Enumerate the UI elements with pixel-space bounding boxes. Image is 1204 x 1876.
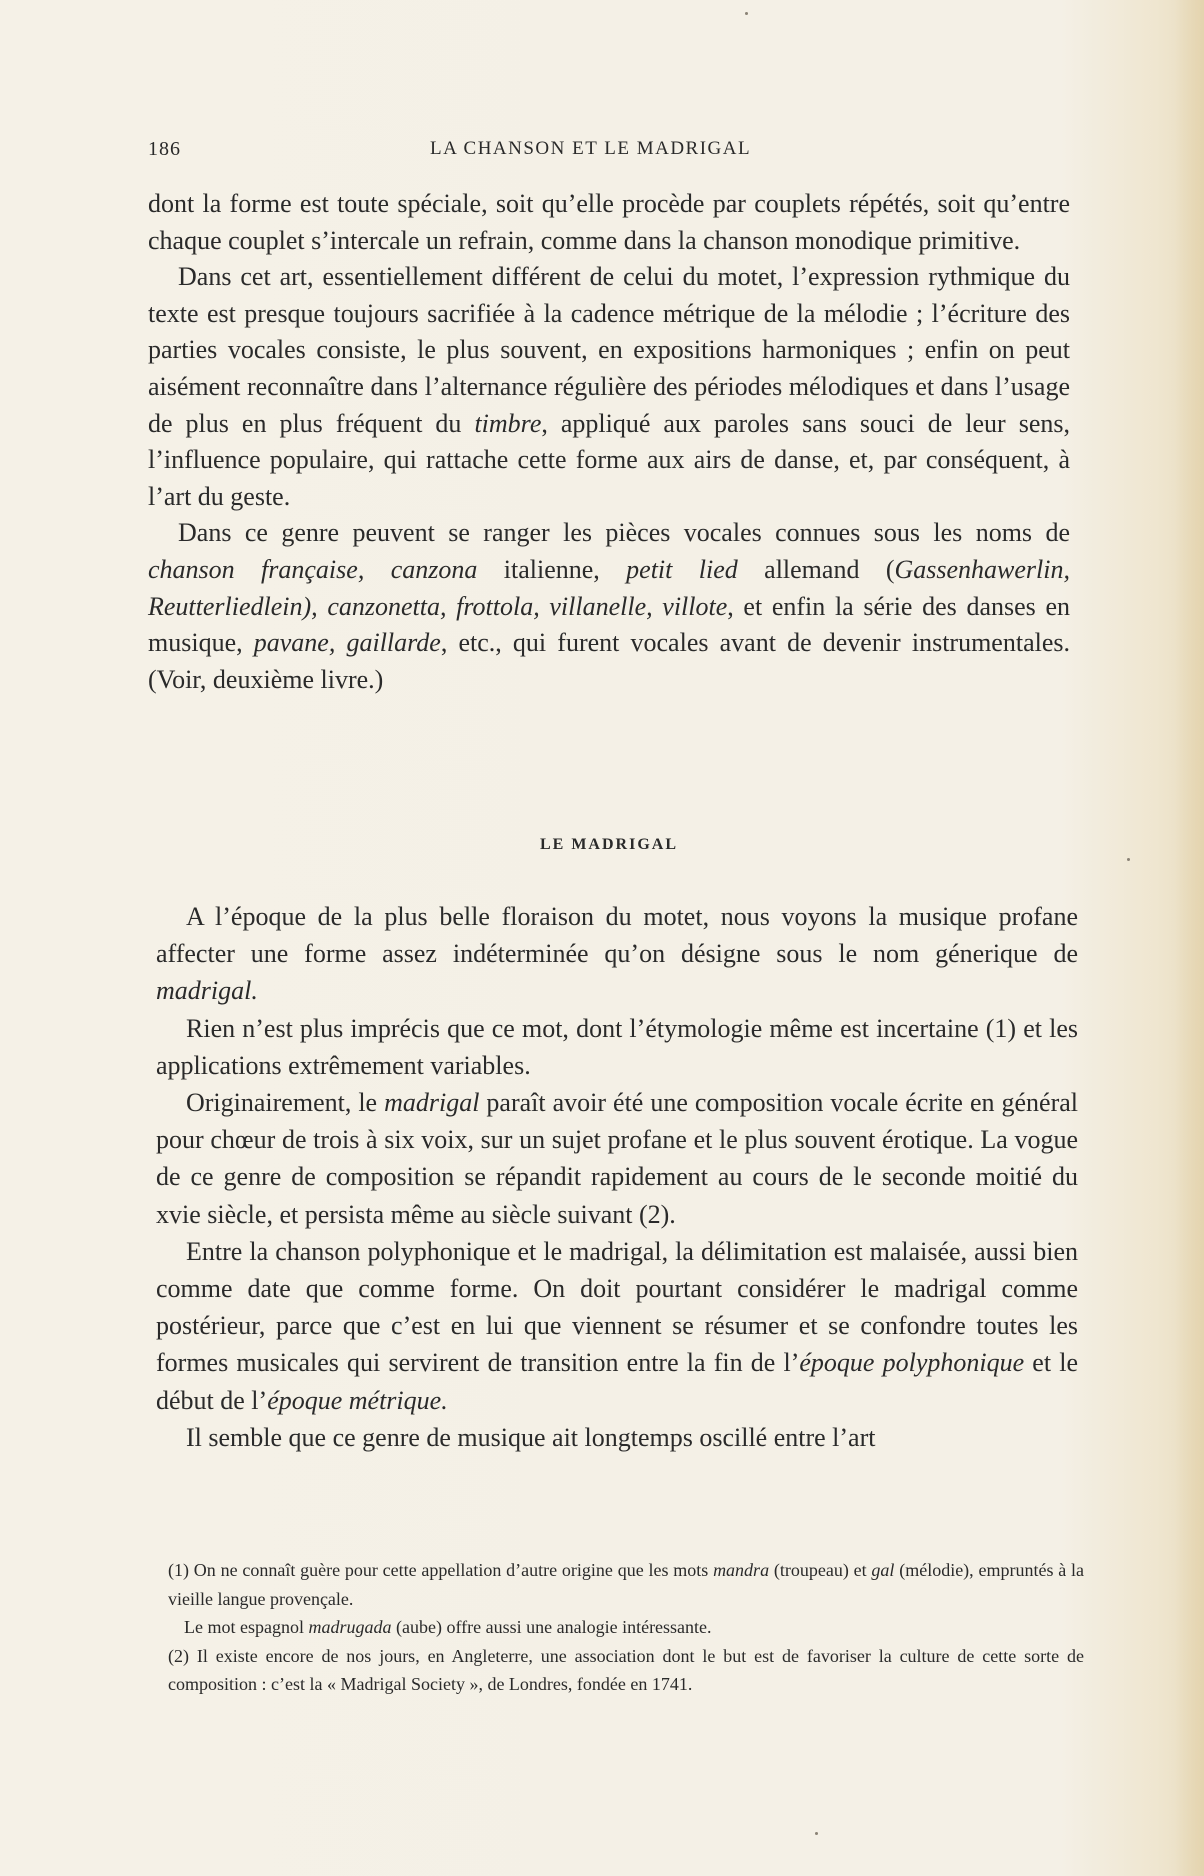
paragraph-text: et le début de l’ bbox=[156, 1348, 1078, 1415]
paragraph bbox=[148, 259, 1070, 515]
page-header bbox=[148, 138, 1082, 168]
italic-term: gal bbox=[871, 1560, 895, 1580]
footnote-2 bbox=[168, 1642, 1084, 1699]
italic-term: madrigal. bbox=[156, 976, 258, 1006]
paragraph-text: A l’époque de la plus belle floraison du motet, nous voyons la musique profane affecter une forme assez indéterminée qu’on désigne sous le nom génerique de bbox=[156, 902, 1078, 969]
madrigal-text-block bbox=[156, 898, 1078, 1456]
paragraph-text: Entre la chanson polyphonique et le madrigal, la délimitation est malaisée, aussi bien comme date que comme forme. On doit pourtant considérer le madrigal comme postérieur, parce que c’est en lui que viennent se résumer et se confondre toutes les formes musicales qui servirent de transition entre la fin de l’ bbox=[156, 1236, 1078, 1378]
italic-term: chanson française, canzona bbox=[148, 554, 478, 584]
paragraph-text: , etc., qui furent vocales avant de devenir instrumentales. (Voir, deuxième livre.) bbox=[148, 628, 1070, 694]
italic-term: Gassenhawerlin, Reutterliedlein), canzonetta, frottola, villanelle, villote bbox=[148, 554, 1070, 621]
speck bbox=[745, 12, 748, 15]
section-heading: LE MADRIGAL bbox=[539, 836, 678, 853]
paragraph bbox=[156, 1084, 1078, 1233]
paragraph-text: italienne, bbox=[477, 554, 627, 584]
footnote-text: (mélodie), empruntés à la vieille langue provençale. bbox=[168, 1560, 1085, 1609]
paragraph bbox=[156, 898, 1078, 1010]
footnote-1 bbox=[168, 1556, 1084, 1613]
footnote-text: (1) On ne connaît guère pour cette appellation d’autre origine que les mots bbox=[168, 1560, 714, 1580]
italic-term: pavane, gaillarde bbox=[253, 628, 441, 658]
paragraph bbox=[148, 515, 1070, 698]
italic-term: époque polyphonique bbox=[799, 1348, 1025, 1378]
paragraph bbox=[148, 186, 1070, 259]
paragraph-text: dont la forme est toute spéciale, soit qu’elle procède par couplets répétés, soit qu’entre chaque couplet s’intercale un refrain, comme dans la chanson monodique primitive. bbox=[148, 189, 1070, 255]
speck bbox=[815, 1832, 818, 1835]
paragraph-text: allemand ( bbox=[737, 554, 895, 584]
running-title: LA CHANSON ET LE MADRIGAL bbox=[430, 138, 752, 159]
paragraph bbox=[156, 1419, 1078, 1456]
italic-term: madrugada bbox=[308, 1617, 392, 1637]
paragraph-text: , appliqué aux paroles sans souci de leur sens, l’influence populaire, qui rattache cette forme aux airs de danse, et, par conséquent, à l’art du geste. bbox=[148, 408, 1070, 511]
paragraph-text: , et enfin la série des danses en musique, bbox=[148, 591, 1070, 658]
page-number: 186 bbox=[148, 138, 181, 160]
italic-term: époque métrique. bbox=[267, 1385, 448, 1415]
footnotes bbox=[168, 1556, 1084, 1699]
italic-term: timbre bbox=[474, 408, 542, 438]
paragraph-text: Dans cet art, essentiellement différent de celui du motet, l’expression rythmique du texte est presque toujours sacrifiée à la cadence métrique de la mélodie ; l’écriture des parties vocales consiste, le plus souvent, en expositions harmoniques ; enfin on peut aisément reconnaître dans l’alternance régulière des périodes mélodiques et dans l’usage de plus en plus fréquent du bbox=[148, 262, 1070, 438]
footnote-text: Le mot espagnol bbox=[184, 1617, 309, 1637]
paragraph-text: Rien n’est plus imprécis que ce mot, dont l’étymologie même est incertaine (1) et les applications extrêmement variables. bbox=[156, 1013, 1078, 1080]
paragraph bbox=[156, 1233, 1078, 1419]
footnote-text: (aube) offre aussi une analogie intéressante. bbox=[391, 1617, 712, 1637]
paragraph bbox=[156, 1010, 1078, 1084]
italic-term: madrigal bbox=[384, 1088, 480, 1118]
paragraph-text: paraît avoir été une composition vocale écrite en général pour chœur de trois à six voix, sur un sujet profane et le plus souvent érotique. La vogue de ce genre de composition se répandit rapidement au cours de le seconde moitié du xvie siècle, et persista même au siècle suivant (2). bbox=[156, 1088, 1078, 1229]
page-edge-shadow bbox=[1174, 0, 1204, 1876]
paragraph-text: Originairement, le bbox=[186, 1088, 385, 1118]
footnote-text: (2) Il existe encore de nos jours, en Angleterre, une association dont le but est de favoriser la culture de cette sorte de composition : c’est la « Madrigal Society », de Londres, fondée en 1741. bbox=[168, 1645, 1084, 1694]
footnote-1-continuation bbox=[168, 1613, 1084, 1642]
speck bbox=[1127, 858, 1130, 861]
italic-term: mandra bbox=[713, 1560, 770, 1580]
footnote-text: (troupeau) et bbox=[769, 1560, 872, 1580]
italic-term: petit lied bbox=[626, 554, 738, 584]
chanson-text-block bbox=[148, 186, 1070, 698]
paragraph-text: Dans ce genre peuvent se ranger les pièces vocales connues sous les noms de bbox=[178, 518, 1070, 548]
paragraph-text: Il semble que ce genre de musique ait longtemps oscillé entre l’art bbox=[186, 1422, 876, 1452]
